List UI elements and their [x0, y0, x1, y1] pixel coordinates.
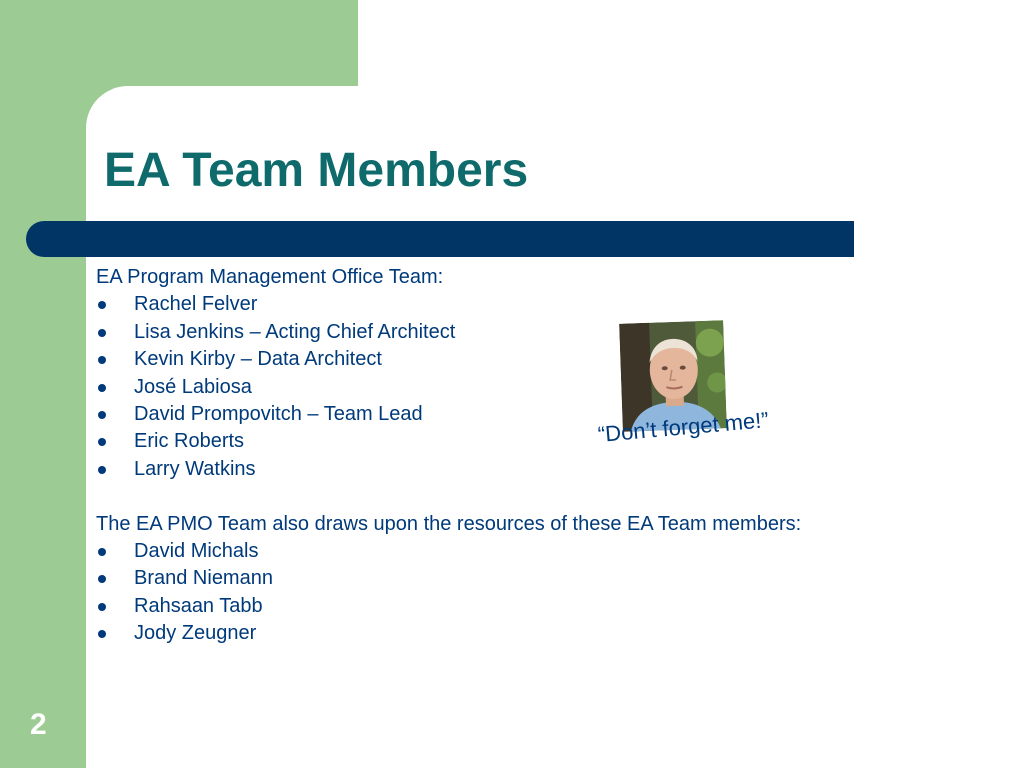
bullet-icon [98, 575, 106, 583]
bullet-icon [98, 329, 106, 337]
list-item [96, 291, 976, 318]
list-item [96, 565, 976, 592]
list-item [96, 456, 976, 483]
resources-heading: The EA PMO Team also draws upon the resources of these EA Team members: [96, 512, 802, 535]
list-item [96, 620, 976, 647]
list-item [96, 538, 976, 565]
bullet-icon [98, 301, 106, 309]
resources-member-list [96, 538, 976, 648]
list-item [96, 346, 976, 373]
member-name: Jody Zeugner [134, 622, 257, 645]
member-name: Brand Niemann [134, 567, 273, 590]
list-item [96, 428, 976, 455]
member-name: David Prompovitch – Team Lead [134, 403, 423, 426]
list-item [96, 319, 976, 346]
bullet-icon [98, 630, 106, 638]
member-name: Rachel Felver [134, 293, 258, 316]
slide-title: EA Team Members [104, 144, 529, 197]
list-item [96, 374, 976, 401]
photo-caption: “Don’t forget me!” [596, 407, 770, 447]
bullet-icon [98, 466, 106, 474]
bullet-icon [98, 603, 106, 611]
member-name: Rahsaan Tabb [134, 594, 263, 617]
list-item [96, 593, 976, 620]
bullet-icon [98, 356, 106, 364]
background-green-strip [0, 0, 86, 768]
member-name: David Michals [134, 540, 259, 563]
member-name: José Labiosa [134, 375, 252, 398]
bullet-icon [98, 411, 106, 419]
page-number: 2 [30, 708, 47, 741]
member-name: Kevin Kirby – Data Architect [134, 348, 382, 371]
member-name: Eric Roberts [134, 430, 245, 453]
member-name: Lisa Jenkins – Acting Chief Architect [134, 320, 456, 343]
slide-body [96, 264, 976, 648]
list-item [96, 401, 976, 428]
pmo-member-list [96, 291, 976, 483]
bullet-icon [98, 438, 106, 446]
bullet-icon [98, 548, 106, 556]
bullet-icon [98, 384, 106, 392]
section-spacer [96, 483, 976, 510]
title-divider-bar [26, 221, 854, 257]
member-name: Larry Watkins [134, 457, 256, 480]
pmo-heading: EA Program Management Office Team: [96, 266, 444, 288]
